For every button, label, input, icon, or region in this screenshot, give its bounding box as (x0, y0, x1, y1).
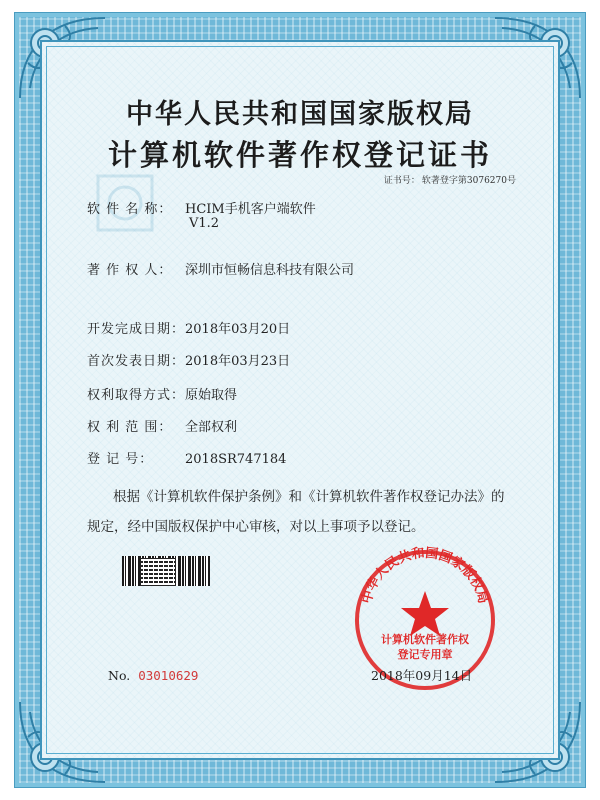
field-value: 2018年03月20日 (185, 322, 291, 337)
statement-line: 根据《计算机软件保护条例》和《计算机软件著作权登记办法》的 (113, 489, 505, 505)
field-software-name (87, 198, 316, 217)
field-value: HCIM手机客户端软件 (185, 202, 316, 217)
field-value: 原始取得 (185, 388, 238, 403)
statement-paragraph (87, 482, 527, 542)
certificate-title: 计算机软件著作权登记证书 (107, 138, 492, 172)
certificate-number-value: 软著登字第3076270号 (421, 176, 516, 186)
serial-label: No. (108, 668, 131, 683)
field-completion-date (87, 318, 290, 337)
field-value: 全部权利 (185, 420, 238, 435)
field-label: 登 记 号： (87, 452, 154, 467)
field-label: 权利取得方式： (87, 388, 186, 403)
seal-text-line2: 登记专用章 (397, 648, 453, 661)
field-publication-date (87, 350, 290, 369)
field-rights-scope (87, 416, 237, 435)
field-registration-number (87, 448, 286, 467)
serial-number (108, 668, 198, 683)
certificate-number-label: 证书号： (383, 176, 420, 186)
qr-code-icon (140, 558, 176, 586)
certificate-number (382, 173, 516, 186)
field-software-version: V1.2 (189, 216, 220, 231)
seal-arc-text: 中华人民共和国国家版权局 (359, 545, 491, 606)
field-value: 2018年03月23日 (185, 354, 291, 369)
field-value: 深圳市恒畅信息科技有限公司 (185, 263, 355, 278)
seal-star-icon (401, 591, 449, 636)
issue-date: 2018年09月14日 (371, 668, 473, 683)
field-label: 首次发表日期： (87, 354, 186, 369)
field-label: 权 利 范 围： (87, 420, 173, 435)
field-acquisition-method (87, 384, 237, 403)
field-label: 软 件 名 称： (87, 202, 173, 217)
field-copyright-owner (87, 259, 354, 278)
issuing-authority: 中华人民共和国国家版权局 (126, 99, 474, 130)
field-value: 2018SR747184 (185, 452, 287, 467)
statement-line: 规定，经中国版权保护中心审核，对以上事项予以登记。 (87, 519, 425, 535)
field-label: 开发完成日期： (87, 322, 186, 337)
field-label: 著 作 权 人： (87, 263, 173, 278)
seal-text-line1: 计算机软件著作权 (381, 633, 469, 646)
serial-value: 03010629 (138, 668, 199, 683)
